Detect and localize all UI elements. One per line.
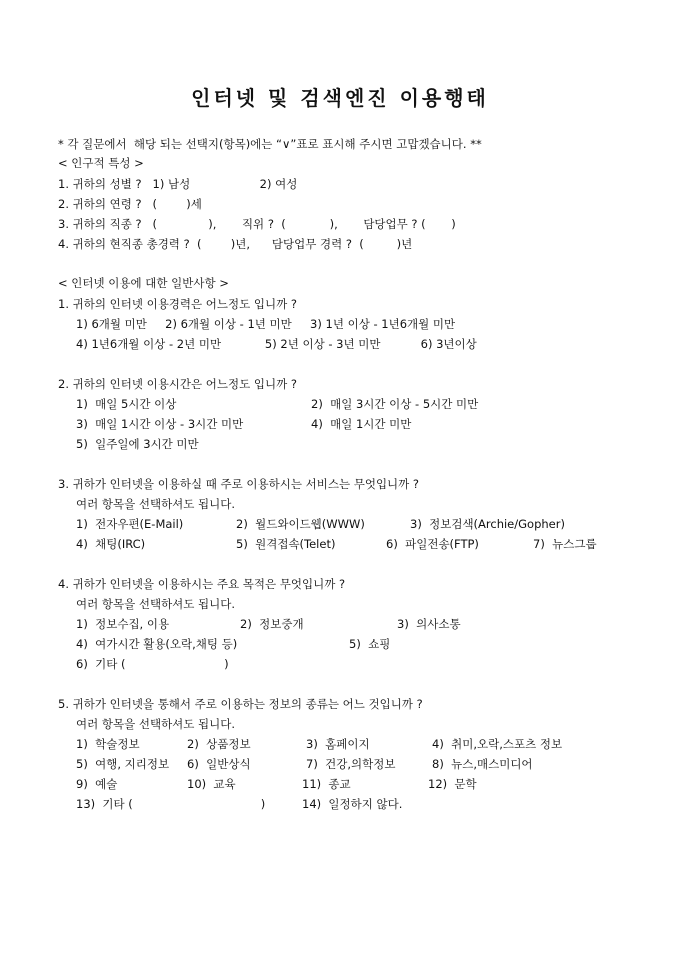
usage-period-options-row2: 4) 1년6개월 이상 - 2년 미만 5) 2년 이상 - 3년 미만 6) 3년이상 (76, 337, 477, 351)
info-type-option: 10) 교육 (187, 777, 236, 791)
question-usage-period: 1. 귀하의 인터넷 이용경력은 어느정도 입니까 ? (58, 297, 297, 311)
multi-select-note: 여러 항목을 선택하셔도 됩니다. (76, 717, 236, 731)
info-type-option: 11) 종교 (302, 777, 351, 791)
service-option: 7) 뉴스그룹 (533, 537, 597, 551)
service-option: 4) 채팅(IRC) (76, 537, 146, 551)
question-gender: 1. 귀하의 성별 ? 1) 남성 2) 여성 (58, 177, 298, 191)
purpose-option: 2) 정보중개 (240, 617, 304, 631)
purpose-option: 4) 여가시간 활용(오락,채팅 등) (76, 637, 238, 651)
info-type-option: 3) 홈페이지 (306, 737, 370, 751)
info-type-option: 12) 문학 (428, 777, 477, 791)
info-type-option: 8) 뉴스,매스미디어 (432, 757, 533, 771)
usage-time-option: 4) 매일 1시간 미만 (311, 417, 412, 431)
service-option: 6) 파일전송(FTP) (386, 537, 479, 551)
usage-time-option: 3) 매일 1시간 이상 - 3시간 미만 (76, 417, 244, 431)
info-type-option: 14) 일정하지 않다. (302, 797, 403, 811)
info-type-option: 5) 여행, 지리정보 (76, 757, 170, 771)
usage-heading: < 인터넷 이용에 대한 일반사항 > (58, 276, 229, 290)
question-career: 4. 귀하의 현직종 총경력 ? ( )년, 담당업무 경력 ? ( )년 (58, 237, 413, 251)
usage-period-options-row1: 1) 6개월 미만 2) 6개월 이상 - 1년 미만 3) 1년 이상 - 1년6개월 미만 (76, 317, 456, 331)
instruction-text: * 각 질문에서 해당 되는 선택지(항목)에는 “∨”표로 표시해 주시면 고맙겠습니다. ** (58, 137, 482, 151)
service-option: 5) 원격접속(Telet) (236, 537, 336, 551)
service-option: 3) 정보검색(Archie/Gopher) (410, 517, 565, 531)
page-title: 인터넷 및 검색엔진 이용행태 (191, 86, 489, 110)
info-type-option: 4) 취미,오락,스포츠 정보 (432, 737, 563, 751)
demographics-heading: < 인구적 특성 > (58, 156, 144, 170)
service-option: 1) 전자우편(E-Mail) (76, 517, 184, 531)
multi-select-note: 여러 항목을 선택하셔도 됩니다. (76, 497, 236, 511)
info-type-option: 2) 상품정보 (187, 737, 251, 751)
purpose-option: 5) 쇼핑 (349, 637, 391, 651)
question-usage-time: 2. 귀하의 인터넷 이용시간은 어느정도 입니까 ? (58, 377, 297, 391)
info-type-option: 9) 예술 (76, 777, 118, 791)
info-type-option: 13) 기타 ( ) (76, 797, 266, 811)
purpose-option: 6) 기타 ( ) (76, 657, 229, 671)
question-occupation: 3. 귀하의 직종 ? ( ), 직위 ? ( ), 담당업무 ? ( ) (58, 217, 456, 231)
question-age: 2. 귀하의 연령 ? ( )세 (58, 197, 202, 211)
service-option: 2) 월드와이드웹(WWW) (236, 517, 365, 531)
multi-select-note: 여러 항목을 선택하셔도 됩니다. (76, 597, 236, 611)
usage-time-option: 5) 일주일에 3시간 미만 (76, 437, 199, 451)
question-services: 3. 귀하가 인터넷을 이용하실 때 주로 이용하시는 서비스는 무엇입니까 ? (58, 477, 420, 491)
question-info-type: 5. 귀하가 인터넷을 통해서 주로 이용하는 정보의 종류는 어느 것입니까 ? (58, 697, 423, 711)
info-type-option: 7) 건강,의학정보 (306, 757, 396, 771)
purpose-option: 1) 정보수집, 이용 (76, 617, 170, 631)
question-purpose: 4. 귀하가 인터넷을 이용하시는 주요 목적은 무엇입니까 ? (58, 577, 346, 591)
usage-time-option: 1) 매일 5시간 이상 (76, 397, 177, 411)
info-type-option: 6) 일반상식 (187, 757, 251, 771)
purpose-option: 3) 의사소통 (397, 617, 461, 631)
info-type-option: 1) 학술정보 (76, 737, 140, 751)
usage-time-option: 2) 매일 3시간 이상 - 5시간 미만 (311, 397, 479, 411)
